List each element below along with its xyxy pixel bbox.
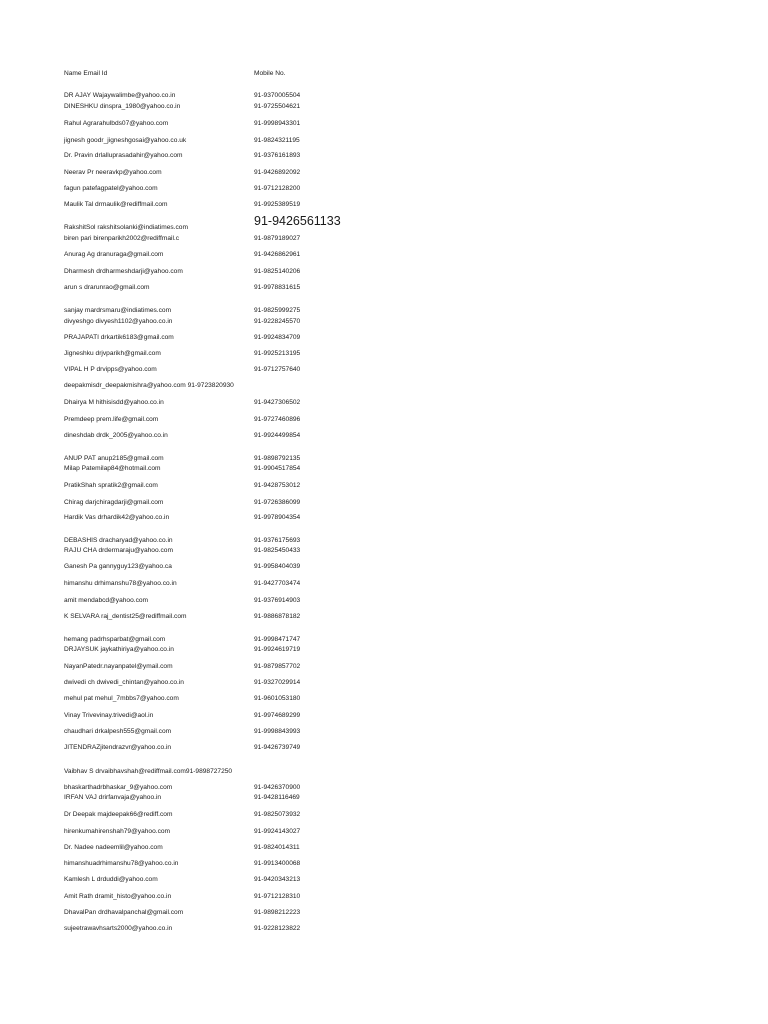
contact-name-email: NayanPatedr.nayanpatel@ymail.com (64, 663, 173, 670)
contact-mobile: 91-9978831615 (254, 284, 301, 291)
contact-name-email: DhavalPan drdhavalpanchal@gmail.com (64, 909, 184, 916)
contact-row (64, 397, 714, 408)
contact-row (64, 858, 714, 869)
contact-mobile: 91-9978904354 (254, 514, 301, 521)
contact-row (64, 463, 714, 474)
contact-name-email: Rahul Agrarahulbds07@yahoo.com (64, 120, 169, 127)
contact-mobile: 91-9879857702 (254, 663, 301, 670)
contact-row (64, 266, 714, 277)
contact-mobile: 91-9712128200 (254, 185, 301, 192)
contact-row (64, 135, 714, 146)
contact-mobile: 91-9427703474 (254, 580, 301, 587)
contact-name-email: VIPAL H P drvipps@yahoo.com (64, 366, 157, 373)
contact-name-email: Hardik Vas drhardik42@yahoo.co.in (64, 514, 170, 521)
contact-row (64, 364, 714, 375)
contact-mobile: 91-9426739749 (254, 744, 301, 751)
contact-mobile: 91-9998843993 (254, 728, 301, 735)
contact-mobile: 91-9924143027 (254, 828, 301, 835)
contact-name-email: Neerav Pr neeravkp@yahoo.com (64, 169, 162, 176)
contact-row (64, 380, 714, 391)
contact-row (64, 233, 714, 244)
contact-name-email: Maulik Tal drmaulik@rediffmail.com (64, 201, 168, 208)
contact-mobile: 91-9428116469 (254, 794, 300, 801)
contact-row (64, 249, 714, 260)
contact-mobile: 91-9825140206 (254, 268, 301, 275)
contact-name-email: DEBASHIS dracharyad@yahoo.co.in (64, 537, 173, 544)
contact-name-email: Dr Deepak majdeepak66@rediff.com (64, 811, 173, 818)
contact-entry: deepakmisdr_deepakmishra@yahoo.com 91-9723820930 (64, 382, 234, 389)
contact-row (64, 214, 714, 233)
contact-row (64, 101, 714, 112)
contact-name-email: IRFAN VAJ drirfanvaja@yahoo.in (64, 794, 162, 801)
contact-row (64, 480, 714, 491)
contact-row (64, 316, 714, 327)
contact-mobile: 91-9376175693 (254, 537, 301, 544)
contact-name-email: hemang padrhsparbat@gmail.com (64, 636, 166, 643)
contact-row (64, 348, 714, 359)
contact-mobile: 91-9886878182 (254, 613, 301, 620)
contact-name-email: divyeshgo divyesh1102@yahoo.co.in (64, 318, 173, 325)
contact-name-email: Dharmesh drdharmeshdarji@yahoo.com (64, 268, 183, 275)
contact-mobile: 91-9925389519 (254, 201, 301, 208)
contact-mobile: 91-9725504621 (254, 103, 301, 110)
contact-name-email: Amit Rath dramit_histo@yahoo.co.in (64, 893, 172, 900)
contact-row (64, 578, 714, 589)
contact-row (64, 907, 714, 918)
contact-name-email: arun s drarunrao@gmail.com (64, 284, 150, 291)
contact-mobile: 91-9370005504 (254, 92, 301, 99)
contact-name-email: DINESHKU dinspra_1980@yahoo.co.in (64, 103, 181, 110)
header-mobile: Mobile No. (254, 70, 286, 77)
contact-row (64, 167, 714, 178)
contact-row (64, 561, 714, 572)
contact-name-email: Milap Patemilap84@hotmail.com (64, 465, 161, 472)
contact-mobile: 91-9426892092 (254, 169, 301, 176)
contact-name-email: RakshitSol rakshitsolanki@indiatimes.com (64, 224, 188, 231)
contact-mobile: 91-9427306502 (254, 399, 301, 406)
contact-row (64, 742, 714, 753)
contact-mobile: 91-9825999275 (254, 307, 301, 314)
contact-mobile: 91-9726386099 (254, 499, 301, 506)
contact-mobile: 91-9426370900 (254, 784, 301, 791)
contact-row (64, 809, 714, 820)
contact-mobile: 91-9825073932 (254, 811, 301, 818)
contact-mobile: 91-9428753012 (254, 482, 301, 489)
contact-row (64, 118, 714, 129)
contact-name-email: dwivedi ch dwivedi_chintan@yahoo.co.in (64, 679, 184, 686)
contact-name-email: DR AJAY Wajaywalimbe@yahoo.co.in (64, 92, 176, 99)
contact-row (64, 595, 714, 606)
contact-mobile: 91-9904517854 (254, 465, 301, 472)
contact-name-email: hirenkumahirenshah79@yahoo.com (64, 828, 171, 835)
contact-name-email: Kamlesh L drduddi@yahoo.com (64, 876, 158, 883)
contact-mobile: 91-9898792135 (254, 455, 301, 462)
contact-name-email: Dr. Nadee nadeemlil@yahoo.com (64, 844, 163, 851)
contact-name-email: fagun patefagpatel@yahoo.com (64, 185, 158, 192)
contact-row (64, 305, 714, 316)
contact-row (64, 282, 714, 293)
contact-name-email: jignesh goodr_jigneshgosai@yahoo.co.uk (64, 137, 187, 144)
contact-name-email: bhaskarthadrbhaskar_9@yahoo.com (64, 784, 173, 791)
contact-row (64, 150, 714, 161)
contact-row (64, 923, 714, 934)
contact-row (64, 677, 714, 688)
contact-entry: Vaibhav S drvaibhavshah@rediffmail.com91-9898727250 (64, 768, 233, 775)
contact-row (64, 414, 714, 425)
contact-name-email: PratikShah spratik2@gmail.com (64, 482, 158, 489)
contact-name-email: amit mendabcd@yahoo.com (64, 597, 149, 604)
contact-mobile: 91-9825450433 (254, 547, 301, 554)
contact-mobile: 91-9998943301 (254, 120, 301, 127)
contact-mobile: 91-9420343213 (254, 876, 301, 883)
contact-name-email: biren pari birenparikh2002@rediffmail.c (64, 235, 180, 242)
contact-row (64, 611, 714, 622)
contact-row (64, 545, 714, 556)
contact-mobile: 91-9924619719 (254, 646, 301, 653)
contact-mobile: 91-9376914903 (254, 597, 301, 604)
contact-mobile: 91-9974689299 (254, 712, 301, 719)
contact-name-email: ANUP PAT anup2185@gmail.com (64, 455, 164, 462)
contact-name-email: Chirag darjchiragdarji@gmail.com (64, 499, 164, 506)
contact-row (64, 430, 714, 441)
contact-row (64, 332, 714, 343)
contact-name-email: mehul pat mehul_7mbbs7@yahoo.com (64, 695, 179, 702)
contact-mobile: 91-9998471747 (254, 636, 301, 643)
contact-mobile: 91-9824014311 (254, 844, 300, 851)
contact-name-email: Anurag Ag dranuraga@gmail.com (64, 251, 164, 258)
contact-name-email: Ganesh Pa gannyguy123@yahoo.ca (64, 563, 172, 570)
contact-row (64, 497, 714, 508)
contact-mobile: 91-9376161893 (254, 152, 301, 159)
contact-mobile: 91-9727460896 (254, 416, 301, 423)
contact-row (64, 661, 714, 672)
contact-mobile: 91-9228123822 (254, 925, 301, 932)
contact-mobile: 91-9913400068 (254, 860, 301, 867)
contact-name-email: PRAJAPATI drkartik6183@gmail.com (64, 334, 174, 341)
contact-name-email: K SELVARA raj_dentist25@rediffmail.com (64, 613, 187, 620)
contact-mobile: 91-9924499854 (254, 432, 301, 439)
contact-row (64, 792, 714, 803)
contact-name-email: chaudhari drkalpesh555@gmail.com (64, 728, 172, 735)
contact-mobile: 91-9327029914 (254, 679, 301, 686)
contact-mobile: 91-9924834709 (254, 334, 301, 341)
contact-name-email: Dr. Pravin drlalluprasadahir@yahoo.com (64, 152, 183, 159)
contact-row (64, 183, 714, 194)
contact-mobile: 91-9712757640 (254, 366, 301, 373)
contact-mobile: 91-9958404039 (254, 563, 301, 570)
contact-row (64, 842, 714, 853)
contact-name-email: Dhairya M hithisisdd@yahoo.co.in (64, 399, 164, 406)
contact-mobile: 91-9426561133 (254, 214, 341, 228)
contact-name-email: sujeetrawavhsarts2000@yahoo.co.in (64, 925, 173, 932)
contact-row (64, 199, 714, 210)
contact-mobile: 91-9712128310 (254, 893, 301, 900)
contact-name-email: himanshu drhimanshu78@yahoo.co.in (64, 580, 177, 587)
contact-name-email: dineshdab drdk_2005@yahoo.co.in (64, 432, 168, 439)
contact-mobile: 91-9824321195 (254, 137, 300, 144)
contact-row (64, 891, 714, 902)
contact-row (64, 90, 714, 101)
contact-mobile: 91-9426862961 (254, 251, 301, 258)
header-row (64, 68, 714, 79)
contact-name-email: Jigneshku drjvparikh@gmail.com (64, 350, 161, 357)
contact-name-email: JITENDRAZjitendrazvr@yahoo.co.in (64, 744, 172, 751)
contact-row (64, 693, 714, 704)
contact-name-email: RAJU CHA drdermaraju@yahoo.com (64, 547, 173, 554)
header-name-email: Name Email Id (64, 70, 108, 77)
contact-row (64, 644, 714, 655)
contact-name-email: Premdeep prem.life@gmail.com (64, 416, 159, 423)
contact-mobile: 91-9228245570 (254, 318, 301, 325)
contact-name-email: Vinay Trivevinay.trivedi@aol.in (64, 712, 154, 719)
contact-row (64, 726, 714, 737)
contact-name-email: himanshuadrhimanshu78@yahoo.co.in (64, 860, 179, 867)
contact-row (64, 826, 714, 837)
contact-mobile: 91-9925213195 (254, 350, 301, 357)
contact-row (64, 710, 714, 721)
contact-name-email: DRJAYSUK jaykathiriya@yahoo.co.in (64, 646, 174, 653)
contact-row (64, 512, 714, 523)
contact-mobile: 91-9879189027 (254, 235, 301, 242)
contact-mobile: 91-9898212223 (254, 909, 301, 916)
contact-mobile: 91-9601053180 (254, 695, 301, 702)
contact-name-email: sanjay mardrsmaru@indiatimes.com (64, 307, 172, 314)
contact-row (64, 874, 714, 885)
contact-row (64, 766, 714, 777)
